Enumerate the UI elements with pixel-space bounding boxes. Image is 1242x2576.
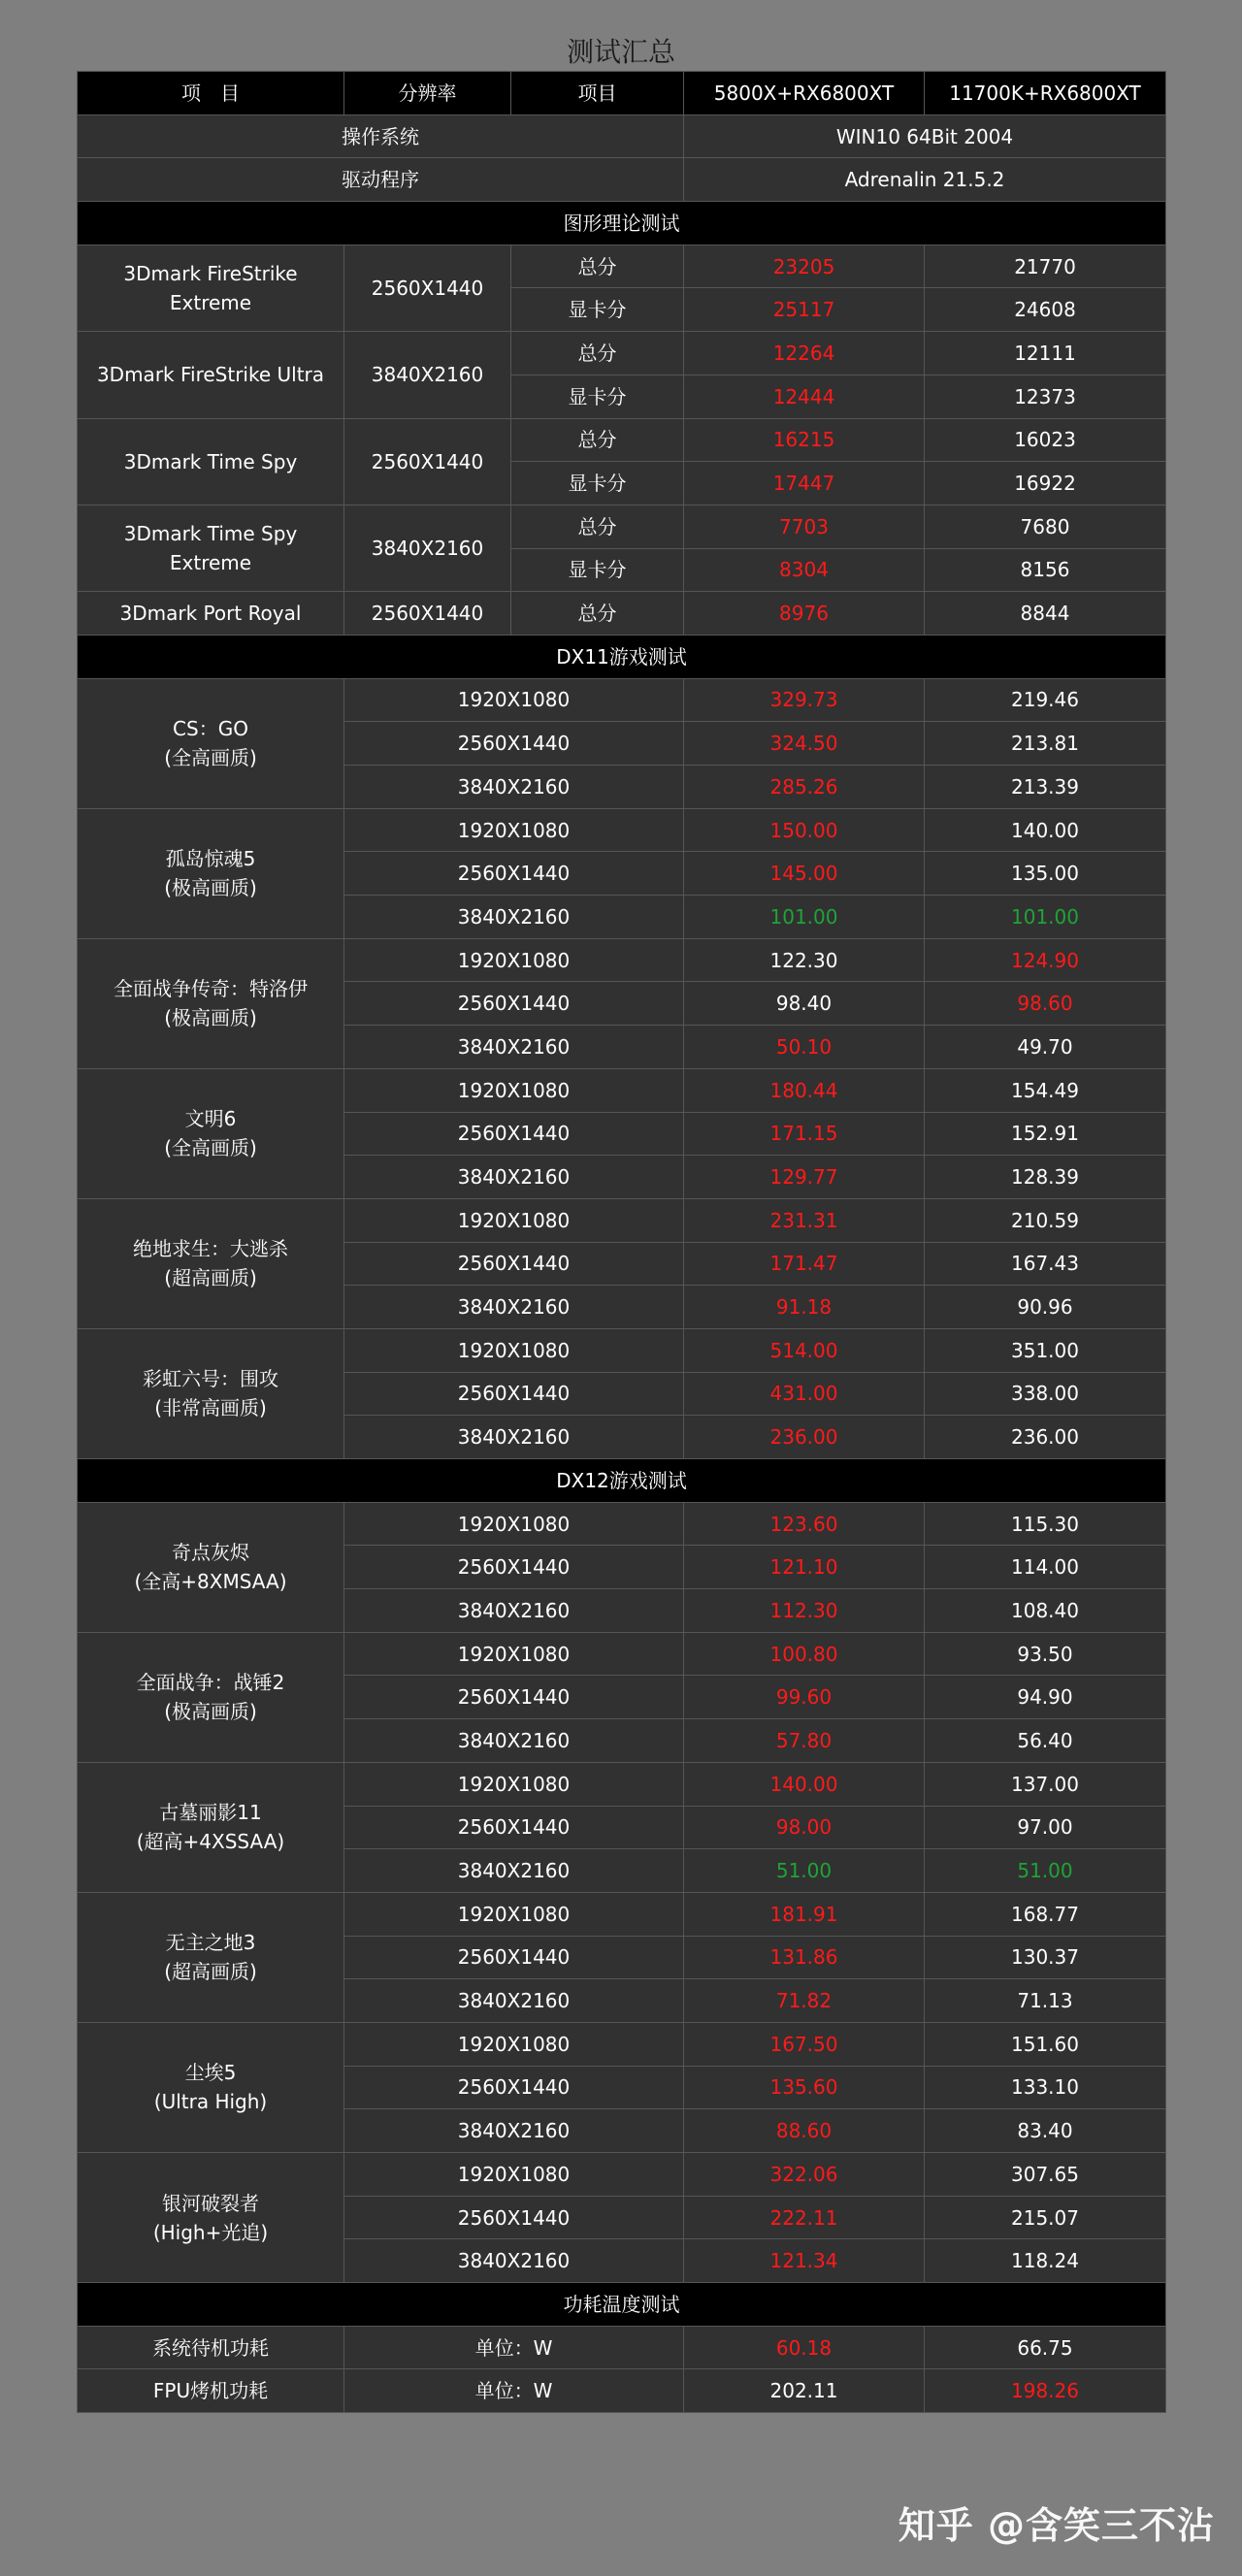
- resolution: 1920X1080: [344, 1762, 684, 1806]
- resolution: 1920X1080: [344, 938, 684, 982]
- value-config-a: 101.00: [684, 896, 925, 939]
- value-config-b: 97.00: [925, 1806, 1166, 1849]
- table-row: [78, 808, 1166, 852]
- table-row: [78, 1632, 1166, 1676]
- header-config-b: 11700K+RX6800XT: [925, 72, 1166, 115]
- resolution: 3840X2160: [344, 1589, 684, 1633]
- power-unit: 单位：W: [344, 2326, 684, 2369]
- benchmark-name: 3Dmark Port Royal: [78, 592, 344, 636]
- value-config-a: 7703: [684, 505, 925, 548]
- resolution: 3840X2160: [344, 1979, 684, 2023]
- resolution: 2560X1440: [344, 982, 684, 1026]
- resolution: 1920X1080: [344, 1502, 684, 1546]
- value-config-b: 115.30: [925, 1502, 1166, 1546]
- benchmark-resolution: 2560X1440: [344, 245, 511, 331]
- game-quality: (极高画质): [164, 876, 257, 900]
- driver-label: 驱动程序: [78, 158, 684, 202]
- resolution: 3840X2160: [344, 1026, 684, 1069]
- table-row: [78, 1328, 1166, 1372]
- game-name: 文明6: [184, 1107, 237, 1131]
- game-quality: (非常高画质): [154, 1396, 267, 1420]
- section-title: 图形理论测试: [78, 202, 1166, 245]
- table-row: [78, 505, 1166, 548]
- resolution: 2560X1440: [344, 2066, 684, 2109]
- value-config-b: 90.96: [925, 1286, 1166, 1329]
- value-config-a: 135.60: [684, 2066, 925, 2109]
- resolution: 2560X1440: [344, 852, 684, 896]
- resolution: 1920X1080: [344, 1328, 684, 1372]
- game-quality: (High+光追): [152, 2220, 269, 2244]
- value-config-b: 140.00: [925, 808, 1166, 852]
- benchmark-name: 3Dmark FireStrike Extreme: [78, 245, 344, 331]
- game-quality: (Ultra High): [153, 2090, 268, 2114]
- resolution: 3840X2160: [344, 1849, 684, 1893]
- value-config-b: 219.46: [925, 678, 1166, 722]
- os-row: [78, 114, 1166, 158]
- value-config-a: 514.00: [684, 1328, 925, 1372]
- value-config-a: 131.86: [684, 1936, 925, 1979]
- header-row: [78, 72, 1166, 115]
- benchmark-resolution: 2560X1440: [344, 592, 511, 636]
- game-quality: (全高画质): [164, 1136, 257, 1160]
- game-name-cell: [78, 938, 344, 1068]
- game-name: 全面战争传奇：特洛伊: [114, 977, 308, 1001]
- value-config-b: 128.39: [925, 1156, 1166, 1199]
- value-config-b: 213.81: [925, 722, 1166, 766]
- value-config-b: 168.77: [925, 1892, 1166, 1936]
- game-quality: (全高画质): [164, 746, 257, 770]
- table-row: [78, 1762, 1166, 1806]
- resolution: 1920X1080: [344, 1068, 684, 1112]
- value-config-b: 338.00: [925, 1372, 1166, 1416]
- value-config-a: 171.15: [684, 1112, 925, 1156]
- resolution: 1920X1080: [344, 1198, 684, 1242]
- value-config-b: 8844: [925, 592, 1166, 636]
- game-name-cell: [78, 2022, 344, 2152]
- table-row: [78, 1892, 1166, 1936]
- value-config-b: 21770: [925, 245, 1166, 288]
- value-config-a: 121.34: [684, 2239, 925, 2283]
- game-name-cell: [78, 808, 344, 938]
- header-config-a: 5800X+RX6800XT: [684, 72, 925, 115]
- game-name-cell: [78, 1502, 344, 1632]
- resolution: 2560X1440: [344, 1112, 684, 1156]
- value-config-a: 98.00: [684, 1806, 925, 1849]
- resolution: 2560X1440: [344, 1546, 684, 1589]
- value-config-a: 171.47: [684, 1242, 925, 1286]
- game-name-cell: [78, 2153, 344, 2283]
- resolution: 2560X1440: [344, 1372, 684, 1416]
- resolution: 2560X1440: [344, 1676, 684, 1719]
- benchmark-name: 3Dmark Time Spy: [78, 418, 344, 505]
- value-config-b: 135.00: [925, 852, 1166, 896]
- value-config-a: 91.18: [684, 1286, 925, 1329]
- value-config-a: 145.00: [684, 852, 925, 896]
- game-name-cell: [78, 1328, 344, 1458]
- game-quality: (全高+8XMSAA): [134, 1570, 287, 1594]
- value-config-a: 167.50: [684, 2022, 925, 2066]
- resolution: 1920X1080: [344, 808, 684, 852]
- game-name-cell: [78, 1762, 344, 1892]
- table-row: [78, 592, 1166, 636]
- value-config-b: 154.49: [925, 1068, 1166, 1112]
- section-row-dx11: [78, 635, 1166, 678]
- resolution: 3840X2160: [344, 2239, 684, 2283]
- value-config-a: 17447: [684, 462, 925, 505]
- power-test-name: 系统待机功耗: [78, 2326, 344, 2369]
- value-config-a: 236.00: [684, 1416, 925, 1459]
- value-config-b: 12111: [925, 332, 1166, 375]
- table-row: [78, 1068, 1166, 1112]
- table-row: [78, 2369, 1166, 2413]
- value-config-b: 198.26: [925, 2369, 1166, 2413]
- value-config-b: 167.43: [925, 1242, 1166, 1286]
- table-row: [78, 2153, 1166, 2197]
- game-name-cell: [78, 678, 344, 808]
- value-config-b: 108.40: [925, 1589, 1166, 1633]
- benchmark-resolution: 3840X2160: [344, 505, 511, 591]
- game-name-cell: [78, 1892, 344, 2022]
- resolution: 2560X1440: [344, 722, 684, 766]
- score-type: 总分: [511, 418, 684, 462]
- value-config-a: 202.11: [684, 2369, 925, 2413]
- resolution: 3840X2160: [344, 1416, 684, 1459]
- value-config-b: 124.90: [925, 938, 1166, 982]
- value-config-a: 71.82: [684, 1979, 925, 2023]
- value-config-b: 94.90: [925, 1676, 1166, 1719]
- resolution: 3840X2160: [344, 896, 684, 939]
- header-resolution: 分辨率: [344, 72, 511, 115]
- value-config-b: 101.00: [925, 896, 1166, 939]
- value-config-b: 83.40: [925, 2109, 1166, 2153]
- resolution: 3840X2160: [344, 1286, 684, 1329]
- value-config-a: 12264: [684, 332, 925, 375]
- value-config-b: 210.59: [925, 1198, 1166, 1242]
- score-type: 总分: [511, 332, 684, 375]
- value-config-b: 51.00: [925, 1849, 1166, 1893]
- resolution: 3840X2160: [344, 2109, 684, 2153]
- section-title: 功耗温度测试: [78, 2283, 1166, 2327]
- section-row-power: [78, 2283, 1166, 2327]
- game-name: CS：GO: [173, 717, 248, 741]
- resolution: 3840X2160: [344, 1156, 684, 1199]
- value-config-b: 66.75: [925, 2326, 1166, 2369]
- value-config-a: 222.11: [684, 2196, 925, 2239]
- resolution: 1920X1080: [344, 1892, 684, 1936]
- resolution: 2560X1440: [344, 1242, 684, 1286]
- game-name: 绝地求生：大逃杀: [133, 1237, 288, 1261]
- game-name: 古墓丽影11: [159, 1801, 262, 1825]
- value-config-a: 285.26: [684, 766, 925, 809]
- value-config-b: 8156: [925, 548, 1166, 592]
- value-config-a: 8304: [684, 548, 925, 592]
- resolution: 1920X1080: [344, 2022, 684, 2066]
- value-config-a: 50.10: [684, 1026, 925, 1069]
- value-config-b: 215.07: [925, 2196, 1166, 2239]
- value-config-b: 93.50: [925, 1632, 1166, 1676]
- value-config-a: 112.30: [684, 1589, 925, 1633]
- value-config-a: 121.10: [684, 1546, 925, 1589]
- value-config-a: 329.73: [684, 678, 925, 722]
- value-config-a: 98.40: [684, 982, 925, 1026]
- value-config-a: 123.60: [684, 1502, 925, 1546]
- table-row: [78, 1198, 1166, 1242]
- header-item: 项 目: [78, 72, 344, 115]
- game-quality: (极高画质): [164, 1006, 257, 1030]
- value-config-a: 16215: [684, 418, 925, 462]
- benchmark-resolution: 3840X2160: [344, 332, 511, 418]
- value-config-a: 51.00: [684, 1849, 925, 1893]
- resolution: 2560X1440: [344, 1806, 684, 1849]
- value-config-b: 133.10: [925, 2066, 1166, 2109]
- value-config-b: 118.24: [925, 2239, 1166, 2283]
- game-name-cell: [78, 1068, 344, 1198]
- resolution: 2560X1440: [344, 2196, 684, 2239]
- table-row: [78, 2326, 1166, 2369]
- value-config-a: 150.00: [684, 808, 925, 852]
- benchmark-name: 3Dmark Time Spy Extreme: [78, 505, 344, 591]
- value-config-b: 16922: [925, 462, 1166, 505]
- table-row: [78, 938, 1166, 982]
- value-config-a: 231.31: [684, 1198, 925, 1242]
- value-config-b: 351.00: [925, 1328, 1166, 1372]
- game-quality: (超高画质): [164, 1960, 257, 1984]
- value-config-a: 60.18: [684, 2326, 925, 2369]
- table-row: [78, 245, 1166, 288]
- value-config-a: 129.77: [684, 1156, 925, 1199]
- section-title: DX11游戏测试: [78, 635, 1166, 678]
- resolution: 2560X1440: [344, 1936, 684, 1979]
- game-name-cell: [78, 1198, 344, 1328]
- driver-row: [78, 158, 1166, 202]
- value-config-a: 322.06: [684, 2153, 925, 2197]
- power-unit: 单位：W: [344, 2369, 684, 2413]
- table-row: [78, 1502, 1166, 1546]
- game-name: 孤岛惊魂5: [165, 847, 256, 871]
- header-subitem: 项目: [511, 72, 684, 115]
- benchmark-table: [77, 71, 1166, 2413]
- score-type: 总分: [511, 245, 684, 288]
- value-config-b: 16023: [925, 418, 1166, 462]
- game-quality: (超高+4XSSAA): [136, 1830, 285, 1854]
- os-value: WIN10 64Bit 2004: [684, 114, 1166, 158]
- table-row: [78, 418, 1166, 462]
- watermark: 知乎 @含笑三不沾: [898, 2504, 1215, 2547]
- value-config-a: 100.80: [684, 1632, 925, 1676]
- value-config-b: 56.40: [925, 1719, 1166, 1763]
- value-config-a: 324.50: [684, 722, 925, 766]
- value-config-a: 180.44: [684, 1068, 925, 1112]
- score-type: 总分: [511, 592, 684, 636]
- value-config-b: 152.91: [925, 1112, 1166, 1156]
- value-config-a: 25117: [684, 288, 925, 332]
- benchmark-name: 3Dmark FireStrike Ultra: [78, 332, 344, 418]
- game-name: 银河破裂者: [162, 2191, 259, 2215]
- value-config-b: 151.60: [925, 2022, 1166, 2066]
- game-name: 彩虹六号：围攻: [143, 1367, 278, 1391]
- value-config-b: 49.70: [925, 1026, 1166, 1069]
- score-type: 显卡分: [511, 375, 684, 418]
- table-row: [78, 678, 1166, 722]
- value-config-a: 88.60: [684, 2109, 925, 2153]
- resolution: 1920X1080: [344, 2153, 684, 2197]
- value-config-a: 181.91: [684, 1892, 925, 1936]
- resolution: 3840X2160: [344, 766, 684, 809]
- game-quality: (极高画质): [164, 1700, 257, 1724]
- score-type: 总分: [511, 505, 684, 548]
- os-label: 操作系统: [78, 114, 684, 158]
- value-config-a: 122.30: [684, 938, 925, 982]
- resolution: 1920X1080: [344, 1632, 684, 1676]
- score-type: 显卡分: [511, 288, 684, 332]
- value-config-a: 57.80: [684, 1719, 925, 1763]
- value-config-b: 236.00: [925, 1416, 1166, 1459]
- value-config-a: 431.00: [684, 1372, 925, 1416]
- value-config-a: 99.60: [684, 1676, 925, 1719]
- game-name-cell: [78, 1632, 344, 1762]
- value-config-b: 7680: [925, 505, 1166, 548]
- value-config-b: 213.39: [925, 766, 1166, 809]
- value-config-b: 130.37: [925, 1936, 1166, 1979]
- value-config-b: 12373: [925, 375, 1166, 418]
- table-row: [78, 332, 1166, 375]
- value-config-a: 23205: [684, 245, 925, 288]
- value-config-b: 137.00: [925, 1762, 1166, 1806]
- game-name: 尘埃5: [184, 2061, 237, 2085]
- value-config-b: 114.00: [925, 1546, 1166, 1589]
- game-name: 无主之地3: [165, 1931, 256, 1955]
- value-config-a: 140.00: [684, 1762, 925, 1806]
- resolution: 3840X2160: [344, 1719, 684, 1763]
- driver-value: Adrenalin 21.5.2: [684, 158, 1166, 202]
- value-config-b: 98.60: [925, 982, 1166, 1026]
- score-type: 显卡分: [511, 462, 684, 505]
- value-config-a: 8976: [684, 592, 925, 636]
- value-config-b: 307.65: [925, 2153, 1166, 2197]
- value-config-b: 24608: [925, 288, 1166, 332]
- game-quality: (超高画质): [164, 1266, 257, 1290]
- section-row-dx12: [78, 1459, 1166, 1503]
- resolution: 1920X1080: [344, 678, 684, 722]
- power-test-name: FPU烤机功耗: [78, 2369, 344, 2413]
- table-row: [78, 2022, 1166, 2066]
- value-config-b: 71.13: [925, 1979, 1166, 2023]
- section-row-theory: [78, 202, 1166, 245]
- score-type: 显卡分: [511, 548, 684, 592]
- section-title: DX12游戏测试: [78, 1459, 1166, 1503]
- benchmark-resolution: 2560X1440: [344, 418, 511, 505]
- page-title: 测试汇总: [566, 36, 675, 68]
- value-config-a: 12444: [684, 375, 925, 418]
- game-name: 奇点灰烬: [172, 1541, 249, 1565]
- game-name: 全面战争：战锤2: [136, 1671, 285, 1695]
